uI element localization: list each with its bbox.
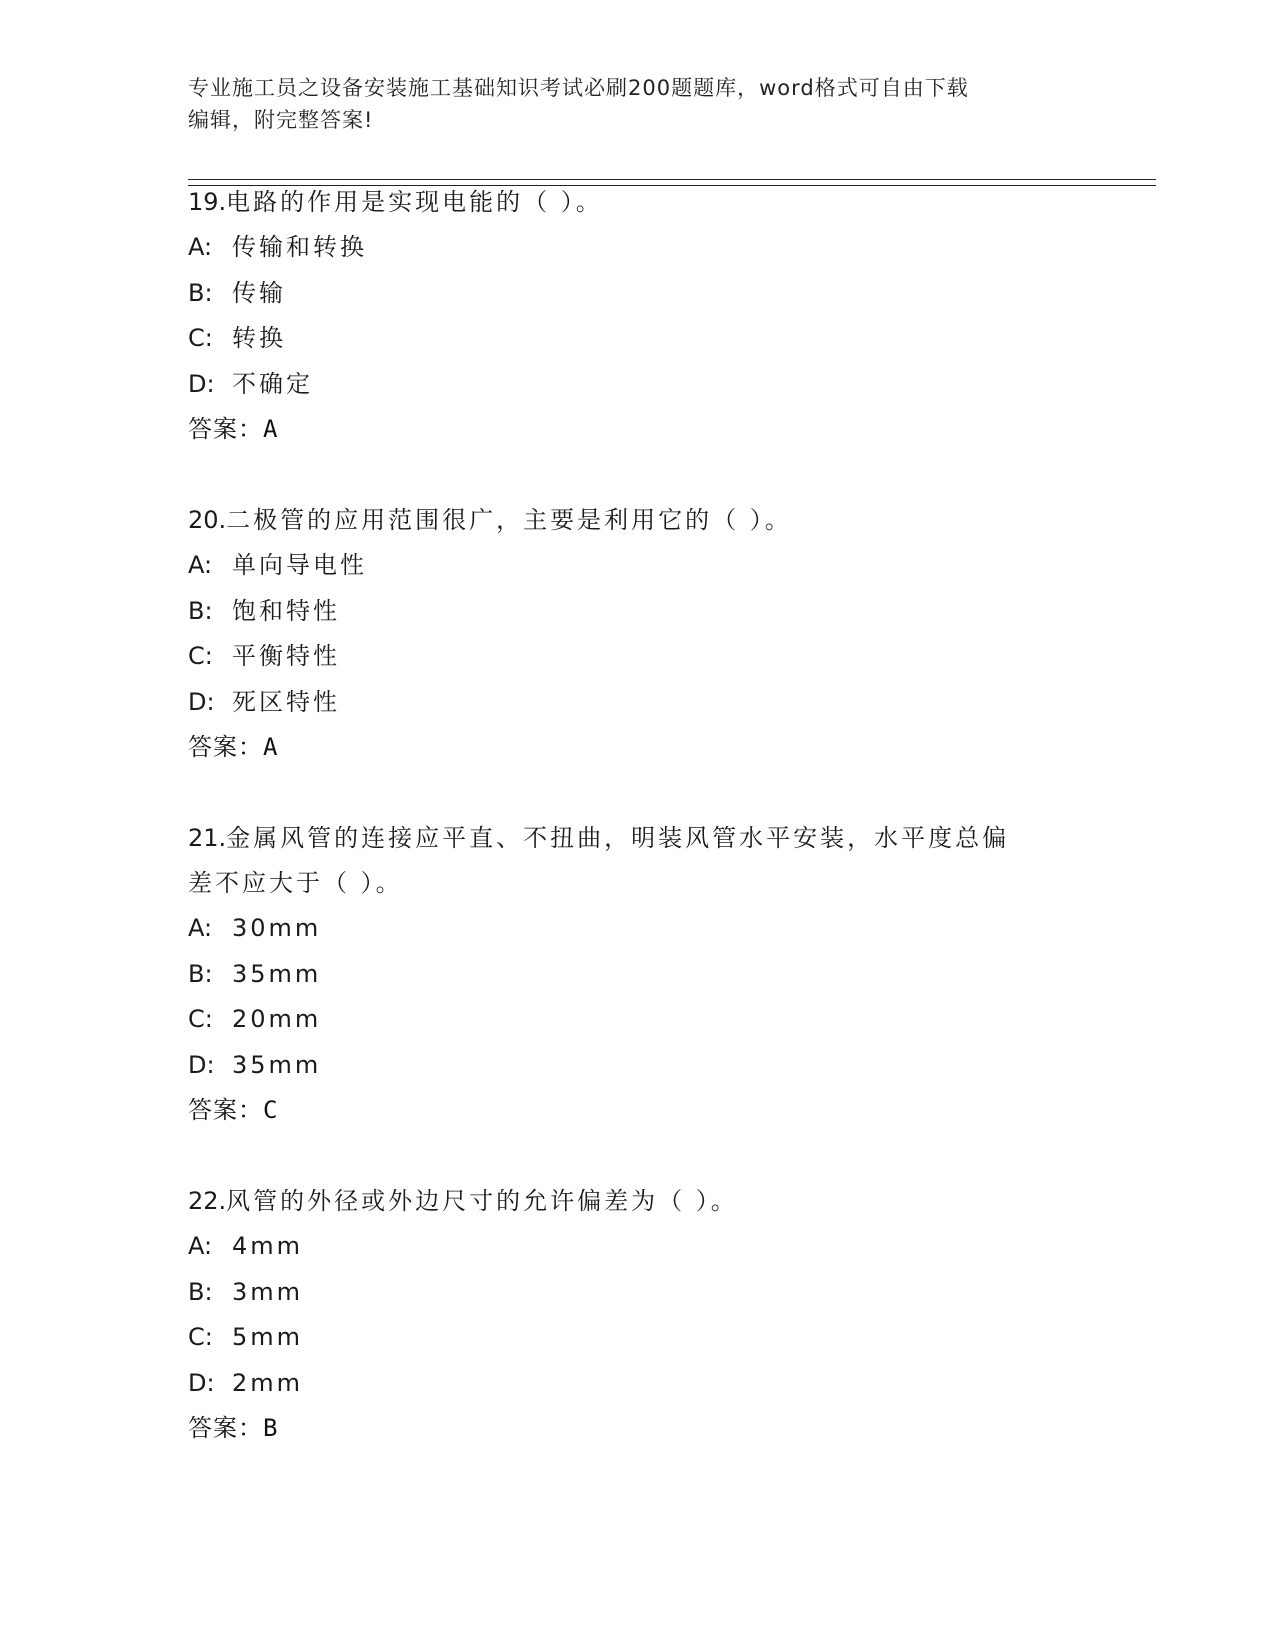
header-line-2: 编辑，附完整答案! bbox=[188, 108, 374, 132]
question-text: 二极管的应用范围很广，主要是利用它的（ ）。 bbox=[226, 506, 792, 534]
option-text: 不确定 bbox=[232, 369, 313, 398]
answer-value: A bbox=[263, 415, 279, 443]
option-c bbox=[188, 316, 1088, 362]
option-letter: D: bbox=[188, 369, 215, 398]
question-21 bbox=[188, 816, 1088, 1134]
document-header bbox=[188, 72, 1088, 136]
answer-label: 答案： bbox=[188, 1414, 263, 1442]
answer-line bbox=[188, 1088, 1088, 1134]
option-text: 转换 bbox=[232, 324, 286, 352]
option-text: 饱和特性 bbox=[232, 596, 340, 625]
option-text: 20mm bbox=[232, 1005, 322, 1033]
option-c bbox=[188, 997, 1088, 1043]
header-line-1: 专业施工员之设备安装施工基础知识考试必刷200题题库，word格式可自由下载 bbox=[188, 76, 969, 100]
question-stem bbox=[188, 1179, 1088, 1224]
question-text: 金属风管的连接应平直、不扭曲，明装风管水平安装，水平度总偏 bbox=[226, 824, 1010, 852]
option-letter: C: bbox=[188, 1323, 213, 1351]
option-a bbox=[188, 1224, 1088, 1270]
option-text: 35mm bbox=[232, 959, 322, 988]
option-letter: D: bbox=[188, 1050, 215, 1079]
option-letter: D: bbox=[188, 687, 215, 716]
option-letter: A: bbox=[188, 551, 213, 579]
option-letter: B: bbox=[188, 1277, 213, 1306]
answer-line bbox=[188, 1406, 1088, 1452]
option-text: 35mm bbox=[232, 1050, 322, 1079]
question-text: 风管的外径或外边尺寸的允许偏差为（ ）。 bbox=[226, 1187, 738, 1215]
option-c bbox=[188, 634, 1088, 680]
answer-label: 答案： bbox=[188, 733, 263, 761]
option-letter: B: bbox=[188, 278, 213, 307]
option-letter: A: bbox=[188, 233, 213, 261]
answer-value: B bbox=[263, 1414, 279, 1442]
option-text: 30mm bbox=[232, 914, 322, 942]
option-letter: A: bbox=[188, 1232, 213, 1260]
option-letter: C: bbox=[188, 1005, 213, 1033]
option-letter: D: bbox=[188, 1368, 215, 1397]
answer-value: A bbox=[263, 733, 279, 761]
question-number: 22. bbox=[188, 1187, 227, 1215]
question-stem-continued bbox=[188, 861, 1088, 906]
option-a bbox=[188, 225, 1088, 271]
answer-value: C bbox=[263, 1096, 279, 1124]
option-d bbox=[188, 362, 1088, 408]
option-text: 平衡特性 bbox=[232, 642, 340, 670]
option-text: 传输和转换 bbox=[232, 233, 367, 261]
option-text: 5mm bbox=[232, 1323, 304, 1351]
question-number: 20. bbox=[188, 506, 227, 534]
option-d bbox=[188, 680, 1088, 726]
option-a bbox=[188, 906, 1088, 952]
option-b bbox=[188, 952, 1088, 998]
option-c bbox=[188, 1315, 1088, 1361]
option-b bbox=[188, 1270, 1088, 1316]
option-letter: C: bbox=[188, 324, 213, 352]
question-stem bbox=[188, 498, 1088, 543]
option-letter: B: bbox=[188, 596, 213, 625]
question-20 bbox=[188, 498, 1088, 771]
option-a bbox=[188, 543, 1088, 589]
answer-line bbox=[188, 407, 1088, 453]
question-stem bbox=[188, 180, 1088, 225]
question-number: 21. bbox=[188, 824, 227, 852]
option-d bbox=[188, 1043, 1088, 1089]
option-text: 单向导电性 bbox=[232, 551, 367, 579]
option-b bbox=[188, 589, 1088, 635]
question-19 bbox=[188, 180, 1088, 453]
option-letter: B: bbox=[188, 959, 213, 988]
question-stem bbox=[188, 816, 1088, 861]
question-22 bbox=[188, 1179, 1088, 1452]
option-text: 3mm bbox=[232, 1277, 304, 1306]
option-text: 传输 bbox=[232, 278, 286, 307]
question-number: 19. bbox=[188, 188, 227, 216]
option-text: 4mm bbox=[232, 1232, 304, 1260]
question-text: 电路的作用是实现电能的（ ）。 bbox=[226, 188, 603, 216]
option-text: 2mm bbox=[232, 1368, 304, 1397]
answer-label: 答案： bbox=[188, 1096, 263, 1124]
option-letter: C: bbox=[188, 642, 213, 670]
question-text: 差不应大于（ ）。 bbox=[188, 869, 403, 897]
option-letter: A: bbox=[188, 914, 213, 942]
option-text: 死区特性 bbox=[232, 687, 340, 716]
answer-label: 答案： bbox=[188, 415, 263, 443]
option-d bbox=[188, 1361, 1088, 1407]
answer-line bbox=[188, 725, 1088, 771]
option-b bbox=[188, 271, 1088, 317]
